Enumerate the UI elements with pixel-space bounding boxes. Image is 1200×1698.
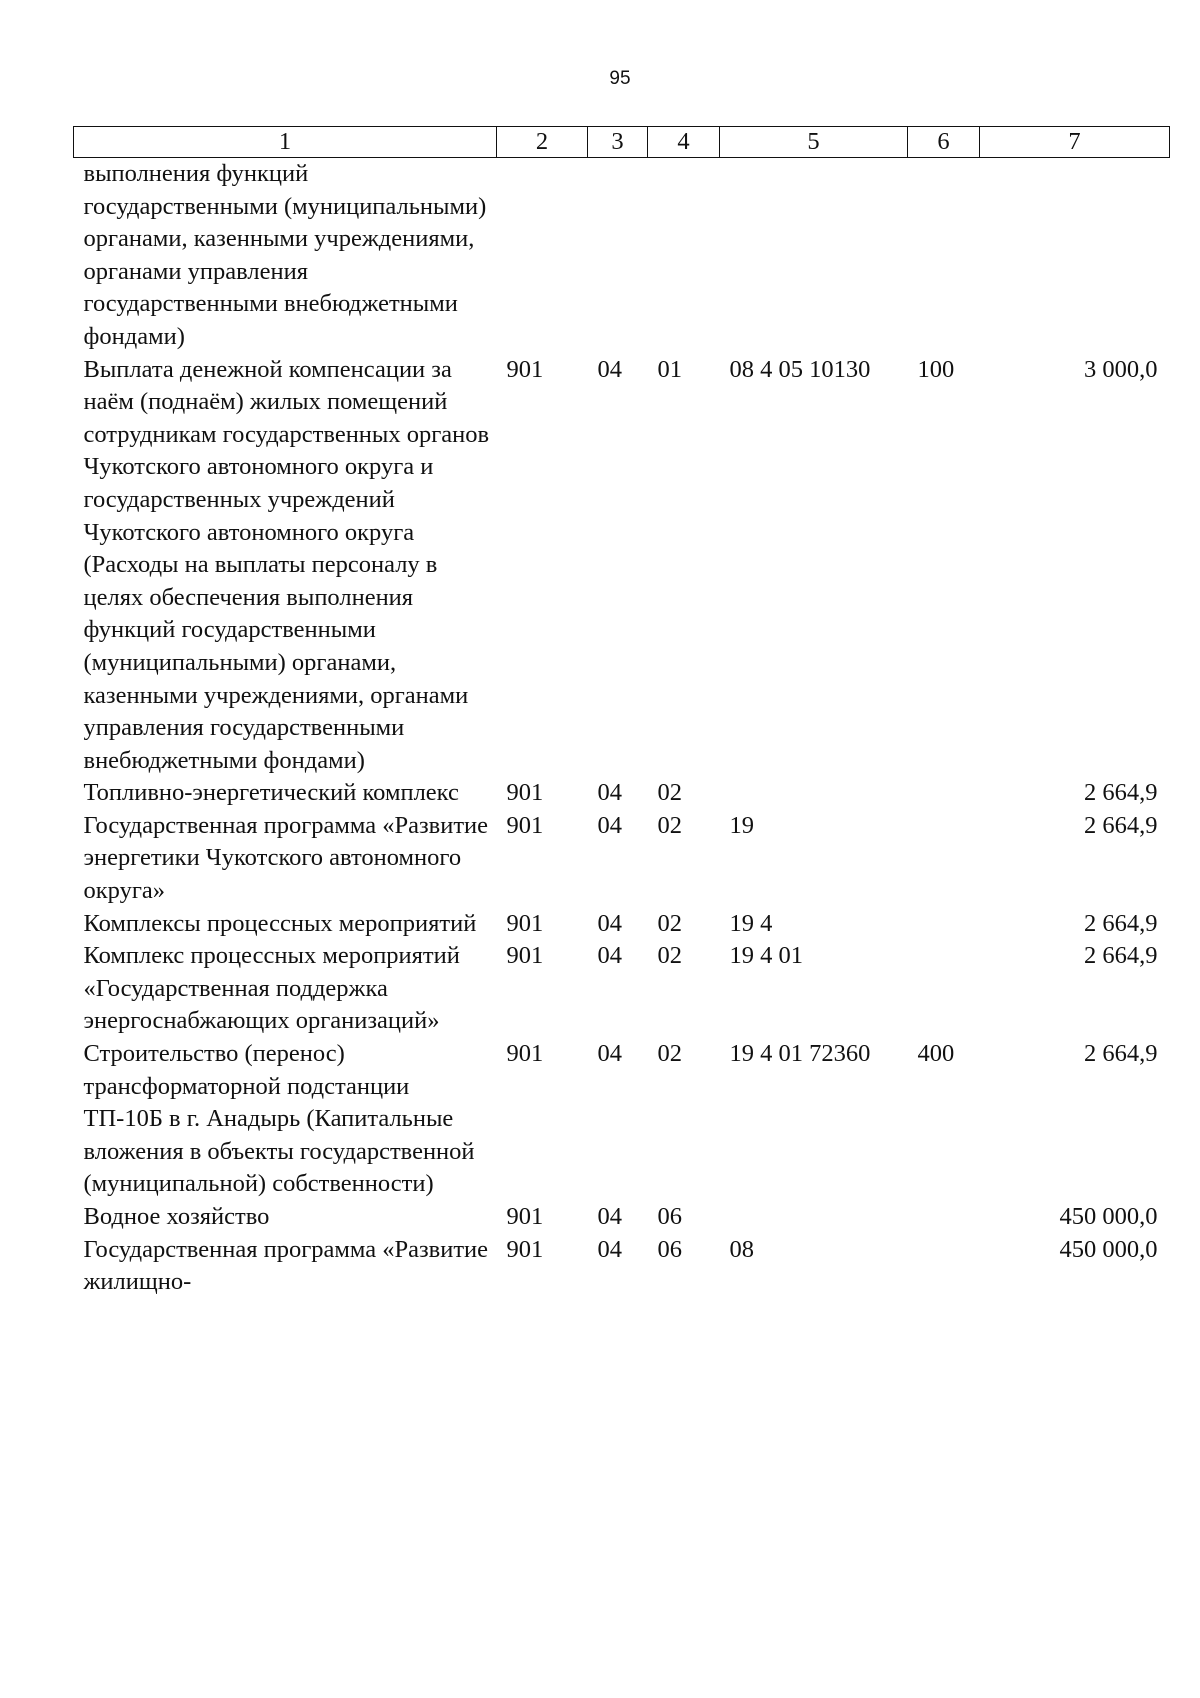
row-c6	[908, 1234, 980, 1299]
row-c2: 901	[506, 1203, 544, 1230]
row-c5: 19 4 01 72360	[729, 1040, 871, 1068]
row-amount: 2 664,9	[1084, 942, 1158, 970]
row-c3: 04	[597, 1203, 622, 1230]
row-c6	[908, 810, 980, 908]
table-header	[74, 127, 1170, 158]
header-col-5: 5	[720, 127, 908, 158]
table-row	[74, 354, 1170, 778]
row-c6: 100	[917, 355, 955, 383]
row-c5: 08	[729, 1235, 754, 1263]
table-row	[74, 158, 1170, 354]
row-name: Комплекс процессных мероприятий «Государственная поддержка энергоснабжающих организаций»	[83, 942, 460, 1035]
row-name: Строительство (перенос) трансформаторной подстанции ТП-10Б в г. Анадырь (Капитальные вложения в объекты государственной (муниципальной) собственности)	[83, 1040, 475, 1198]
header-row	[74, 127, 1170, 158]
row-amount: 2 664,9	[1084, 779, 1158, 807]
row-c4: 06	[657, 1235, 682, 1263]
row-c3: 04	[597, 811, 622, 839]
header-col-1: 1	[74, 127, 497, 158]
row-c2: 901	[506, 1040, 544, 1068]
row-name: Выплата денежной компенсации за наём (поднаём) жилых помещений сотрудникам государственных органов Чукотского автономного округа и государственных учреждений Чукотского автономного округа (Расходы на выплаты персоналу в целях обеспечения выполнения функций государственными (муниципальными) органами, казенными учреждениями, органами управления государственными внебюджетными фондами)	[83, 355, 490, 774]
row-c6	[908, 158, 980, 354]
row-amount: 2 664,9	[1084, 909, 1158, 937]
row-c3: 04	[597, 1040, 622, 1068]
header-col-7: 7	[980, 127, 1170, 158]
row-c4: 02	[657, 942, 682, 970]
row-amount: 450 000,0	[1059, 1203, 1158, 1230]
row-c5	[720, 777, 908, 810]
row-c4: 02	[657, 811, 682, 839]
header-col-4: 4	[648, 127, 720, 158]
table-body	[74, 158, 1170, 1299]
row-c3: 04	[597, 779, 622, 807]
table-row	[74, 1201, 1170, 1234]
row-name: Водное хозяйство	[83, 1203, 270, 1230]
page-number: 95	[609, 68, 631, 89]
row-c2: 901	[506, 909, 544, 937]
table-row	[74, 777, 1170, 810]
table-row	[74, 908, 1170, 941]
row-c2: 901	[506, 1235, 544, 1263]
row-c4	[648, 158, 720, 354]
row-name: Государственная программа «Развитие жилищно-	[83, 1235, 489, 1296]
row-c3: 04	[597, 942, 622, 970]
table-row	[74, 810, 1170, 908]
row-c5: 19 4 01	[729, 942, 803, 970]
row-c3: 04	[597, 355, 622, 383]
row-name: выполнения функций государственными (муниципальными) органами, казенными учреждениями, органами управления государственными внебюджетными фондами)	[83, 160, 487, 350]
row-c4: 06	[657, 1203, 682, 1230]
row-name: Государственная программа «Развитие энергетики Чукотского автономного округа»	[83, 811, 489, 905]
row-c4: 02	[657, 779, 682, 807]
row-c3: 04	[597, 909, 622, 937]
row-c4: 02	[657, 1040, 682, 1068]
row-c2	[497, 158, 588, 354]
row-amount	[980, 158, 1170, 354]
row-c6	[908, 940, 980, 1038]
table-row	[74, 940, 1170, 1038]
row-c6	[908, 908, 980, 941]
row-amount: 3 000,0	[1084, 355, 1158, 383]
row-name: Топливно-энергетический комплекс	[83, 779, 459, 807]
header-col-3: 3	[588, 127, 648, 158]
row-c5	[720, 1201, 908, 1234]
row-c5	[720, 158, 908, 354]
row-name: Комплексы процессных мероприятий	[83, 909, 477, 937]
row-amount: 2 664,9	[1084, 1040, 1158, 1068]
row-c2: 901	[506, 811, 544, 839]
row-c2: 901	[506, 355, 544, 383]
row-c5: 19 4	[729, 909, 773, 937]
table-row	[74, 1234, 1170, 1299]
row-c6: 400	[917, 1040, 955, 1068]
row-c6	[908, 1201, 980, 1234]
row-c2: 901	[506, 942, 544, 970]
row-c3	[588, 158, 648, 354]
row-c2: 901	[506, 779, 544, 807]
header-col-6: 6	[908, 127, 980, 158]
budget-table	[73, 126, 1170, 1299]
row-c4: 01	[657, 355, 682, 383]
row-c6	[908, 777, 980, 810]
header-col-2: 2	[497, 127, 588, 158]
row-c5: 08 4 05 10130	[729, 355, 871, 383]
row-c5: 19	[729, 811, 754, 839]
table-row	[74, 1038, 1170, 1201]
row-c3: 04	[597, 1235, 622, 1263]
row-amount: 450 000,0	[1059, 1235, 1158, 1263]
row-amount: 2 664,9	[1084, 811, 1158, 839]
row-c4: 02	[657, 909, 682, 937]
